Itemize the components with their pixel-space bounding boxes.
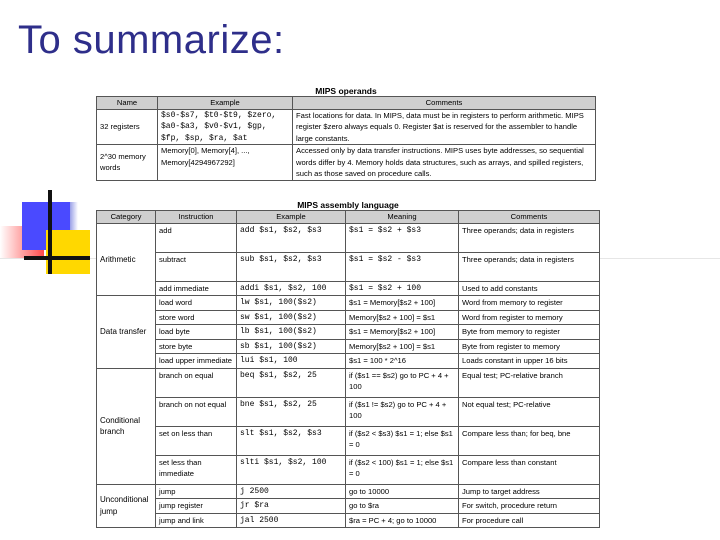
- table-row: [97, 223, 600, 252]
- instruction-cell: load word: [156, 296, 237, 311]
- category-cell: Data transfer: [97, 296, 156, 369]
- comment-cell: Compare less than; for beq, bne: [459, 426, 600, 455]
- comment-cell: Word from memory to register: [459, 296, 600, 311]
- meaning-cell: $s1 = $s2 + $s3: [346, 223, 459, 252]
- example-cell: add $s1, $s2, $s3: [237, 223, 346, 252]
- example-cell: bne $s1, $s2, 25: [237, 397, 346, 426]
- example-cell: jr $ra: [237, 499, 346, 514]
- col-header: Meaning: [346, 211, 459, 224]
- example-cell: slti $s1, $s2, 100: [237, 455, 346, 484]
- comment-cell: Compare less than constant: [459, 455, 600, 484]
- instruction-cell: jump: [156, 484, 237, 499]
- meaning-cell: $s1 = 100 * 2^16: [346, 354, 459, 369]
- example-cell: sw $s1, 100($s2): [237, 310, 346, 325]
- table-row: [97, 368, 600, 397]
- table-row: [97, 455, 600, 484]
- col-header: Instruction: [156, 211, 237, 224]
- instruction-cell: store byte: [156, 339, 237, 354]
- instruction-cell: jump register: [156, 499, 237, 514]
- comment-cell: For procedure call: [459, 513, 600, 528]
- instruction-cell: jump and link: [156, 513, 237, 528]
- meaning-cell: go to 10000: [346, 484, 459, 499]
- example-cell: lw $s1, 100($s2): [237, 296, 346, 311]
- decor-horizontal-bar: [24, 256, 90, 260]
- example-cell: sub $s1, $s2, $s3: [237, 252, 346, 281]
- example-cell: addi $s1, $s2, 100: [237, 281, 346, 296]
- meaning-cell: $ra = PC + 4; go to 10000: [346, 513, 459, 528]
- comment-cell: Word from register to memory: [459, 310, 600, 325]
- comment-cell: Loads constant in upper 16 bits: [459, 354, 600, 369]
- comment-cell: Used to add constants: [459, 281, 600, 296]
- comment-cell: Not equal test; PC-relative: [459, 397, 600, 426]
- table-row: [97, 281, 600, 296]
- table-row: [97, 499, 600, 514]
- col-header: Name: [97, 97, 158, 110]
- comment-cell: Equal test; PC-relative branch: [459, 368, 600, 397]
- decor-vertical-bar: [48, 190, 52, 274]
- meaning-cell: go to $ra: [346, 499, 459, 514]
- operand-name: 2^30 memory words: [97, 145, 158, 181]
- slide-title: To summarize:: [18, 18, 285, 62]
- mips-operands-table: [96, 96, 596, 181]
- operand-comment: Fast locations for data. In MIPS, data must be in registers to perform arithmetic. MIPS register $zero always equals 0. Register $at is reserved for the assembler to handle large constants.: [293, 109, 596, 145]
- comment-cell: Byte from register to memory: [459, 339, 600, 354]
- meaning-cell: $s1 = $s2 - $s3: [346, 252, 459, 281]
- instruction-cell: set on less than: [156, 426, 237, 455]
- comment-cell: Byte from memory to register: [459, 325, 600, 340]
- table-row: [97, 252, 600, 281]
- instruction-cell: add: [156, 223, 237, 252]
- example-cell: beq $s1, $s2, 25: [237, 368, 346, 397]
- col-header: Example: [237, 211, 346, 224]
- comment-cell: For switch, procedure return: [459, 499, 600, 514]
- meaning-cell: if ($s1 == $s2) go to PC + 4 + 100: [346, 368, 459, 397]
- category-cell: Conditional branch: [97, 368, 156, 484]
- table-row: [97, 109, 596, 145]
- table-row: [97, 354, 600, 369]
- table-row: [97, 325, 600, 340]
- table-row: [97, 484, 600, 499]
- comment-cell: Three operands; data in registers: [459, 252, 600, 281]
- table-row: [97, 426, 600, 455]
- col-header: Comments: [293, 97, 596, 110]
- example-cell: sb $s1, 100($s2): [237, 339, 346, 354]
- decor-yellow-block: [46, 230, 90, 274]
- operand-example: Memory[0], Memory[4], ..., Memory[4294967292]: [158, 145, 293, 181]
- instruction-cell: subtract: [156, 252, 237, 281]
- operand-comment: Accessed only by data transfer instructions. MIPS uses byte addresses, so sequential words differ by 4. Memory holds data structures, such as arrays, and spilled registers, such as those saved on procedure calls.: [293, 145, 596, 181]
- meaning-cell: if ($s2 < $s3) $s1 = 1; else $s1 = 0: [346, 426, 459, 455]
- comment-cell: Jump to target address: [459, 484, 600, 499]
- example-cell: lb $s1, 100($s2): [237, 325, 346, 340]
- category-cell: Unconditional jump: [97, 484, 156, 528]
- assembly-caption: MIPS assembly language: [297, 200, 399, 210]
- example-cell: j 2500: [237, 484, 346, 499]
- category-cell: Arithmetic: [97, 223, 156, 296]
- instruction-cell: load byte: [156, 325, 237, 340]
- mips-assembly-table: [96, 210, 600, 528]
- example-cell: slt $s1, $s2, $s3: [237, 426, 346, 455]
- operand-name: 32 registers: [97, 109, 158, 145]
- col-header: Example: [158, 97, 293, 110]
- instruction-cell: load upper immediate: [156, 354, 237, 369]
- table-row: [97, 296, 600, 311]
- operands-caption: MIPS operands: [315, 86, 377, 96]
- meaning-cell: Memory[$s2 + 100] = $s1: [346, 339, 459, 354]
- table-row: [97, 339, 600, 354]
- meaning-cell: $s1 = Memory[$s2 + 100]: [346, 325, 459, 340]
- comment-cell: Three operands; data in registers: [459, 223, 600, 252]
- instruction-cell: add immediate: [156, 281, 237, 296]
- table-row: [97, 145, 596, 181]
- col-header: Comments: [459, 211, 600, 224]
- operand-example: $s0-$s7, $t0-$t9, $zero, $a0-$a3, $v0-$v1, $gp, $fp, $sp, $ra, $at: [158, 109, 293, 145]
- meaning-cell: $s1 = $s2 + 100: [346, 281, 459, 296]
- example-cell: lui $s1, 100: [237, 354, 346, 369]
- instruction-cell: branch on not equal: [156, 397, 237, 426]
- instruction-cell: set less than immediate: [156, 455, 237, 484]
- table-row: [97, 513, 600, 528]
- meaning-cell: if ($s2 < 100) $s1 = 1; else $s1 = 0: [346, 455, 459, 484]
- instruction-cell: store word: [156, 310, 237, 325]
- meaning-cell: $s1 = Memory[$s2 + 100]: [346, 296, 459, 311]
- instruction-cell: branch on equal: [156, 368, 237, 397]
- meaning-cell: Memory[$s2 + 100] = $s1: [346, 310, 459, 325]
- example-cell: jal 2500: [237, 513, 346, 528]
- col-header: Category: [97, 211, 156, 224]
- table-row: [97, 397, 600, 426]
- meaning-cell: if ($s1 != $s2) go to PC + 4 + 100: [346, 397, 459, 426]
- table-row: [97, 310, 600, 325]
